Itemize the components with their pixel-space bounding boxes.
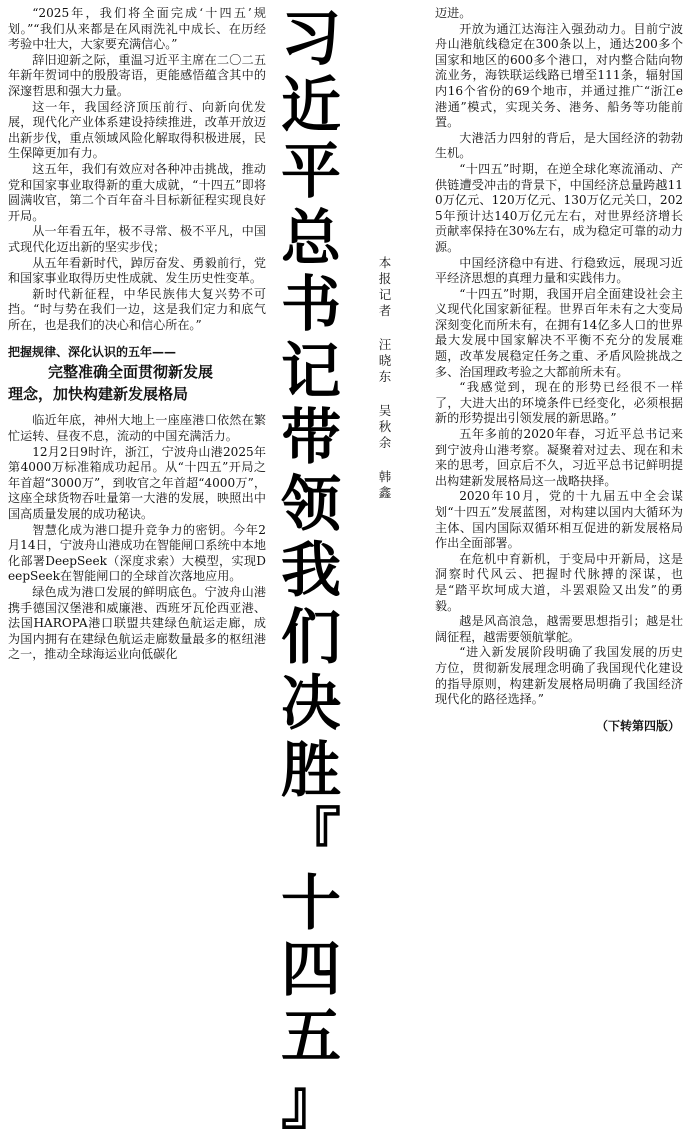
subheading-line-2: 理念，加快构建新发展格局 — [8, 385, 189, 404]
headline-character: 四 — [281, 935, 341, 1005]
body-paragraph: 在危机中育新机，于变局中开新局，这是洞察时代风云、把握时代脉搏的深谋，也是“踏平坎坷成大道，斗罢艰险又出发”的勇毅。 — [435, 551, 683, 613]
byline-name-char: 余 — [378, 435, 392, 450]
body-paragraph: 临近年底，神州大地上一座座港口依然在繁忙运转、昼夜不息，流动的中国充满活力。 — [8, 413, 266, 444]
byline-spacer — [376, 385, 394, 403]
vertical-headline — [274, 6, 348, 1137]
headline-character: 』 — [281, 1068, 341, 1138]
headline-character: 十 — [281, 868, 341, 939]
headline-character: 领 — [281, 469, 341, 540]
headline-character: 们 — [281, 602, 341, 673]
body-paragraph: 2020年10月，党的十九届五中全会谋划“十四五”发展蓝图，对构建以国内大循环为主体、国内国际双循环相互促进的新发展格局作出全面部署。 — [435, 489, 683, 551]
byline-spacer — [376, 319, 394, 337]
body-paragraph: 五年多前的2020年春，习近平总书记来到宁波舟山港考察。凝聚着对过去、现在和未来的思考，回京后不久，习近平总书记鲜明提出构建新发展格局这一战略抉择。 — [435, 427, 683, 488]
headline-character: 总 — [281, 203, 341, 274]
body-paragraph: 12月2日9时许，浙江，宁波舟山港2025年第4000万标准箱成功起吊。从“十四五”开局之年首超“3000万”，到收官之年首超“4000万”，这座全球货物吞吐量第一大港的发展，映照出中国高质量发展的成功秘诀。 — [8, 444, 266, 522]
right-article-column — [435, 6, 683, 708]
headline-character: 近 — [281, 70, 341, 141]
intro-paragraph: 辞旧迎新之际，重温习近平主席在二〇二五年新年贺词中的殷殷寄语，更能感悟蕴含其中的深邃哲思和强大力量。 — [8, 52, 266, 98]
body-paragraph: 迈进。 — [435, 6, 472, 20]
headline-character: 五 — [281, 1001, 341, 1072]
byline-name-char: 吴 — [378, 403, 392, 418]
left-article-column — [8, 6, 266, 663]
byline-prefix-char: 报 — [378, 271, 392, 286]
byline-name-char: 鑫 — [378, 485, 392, 500]
byline-prefix-char: 本 — [378, 255, 392, 270]
body-paragraph: 大港活力四射的背后，是大国经济的勃勃生机。 — [435, 130, 683, 161]
headline-area — [268, 0, 433, 1138]
headline-character: 记 — [281, 336, 341, 407]
body-paragraph: 中国经济稳中有进、行稳致远，展现习近平经济思想的真理力量和实践伟力。 — [435, 255, 683, 286]
body-paragraph: “进入新发展阶段明确了我国发展的历史方位，贯彻新发展理念明确了我国现代化建设的指导原则，构建新发展格局明确了我国经济现代化的路径选择。” — [435, 645, 683, 707]
headline-character: 平 — [281, 137, 341, 207]
body-paragraph: “十四五”时期，我国开启全面建设社会主义现代化国家新征程。世界百年未有之大变局深刻变化而所未有，在拥有14亿多人口的世界最大发展中国家解决不平衡不充分的发展难题，改革发展稳定任务之重、矛盾风险挑战之多、治国理政考验之大都前所未有。 — [435, 286, 683, 379]
intro-paragraph: 这一年，我国经济顶压前行、向新向优发展，现代化产业体系建设持续推进，改革开放迈出新步伐，重点领域风险化解取得积极进展，民生保障更加有力。 — [8, 99, 266, 161]
byline-name-char: 东 — [378, 369, 392, 384]
headline-character: 带 — [281, 403, 341, 473]
headline-character: 决 — [281, 669, 341, 739]
byline-prefix-char: 者 — [378, 303, 392, 318]
intro-paragraph: 这五年，我们有效应对各种冲击挑战，推动党和国家事业取得新的重大成就，“十四五”即将圆满收官，第二个百年奋斗目标新征程实现良好开局。 — [8, 161, 266, 223]
byline-spacer — [376, 451, 394, 469]
subheading-line-1: 完整准确全面贯彻新发展 — [48, 363, 214, 382]
intro-paragraph: 从一年看五年，极不寻常、极不平凡，中国式现代化迈出新的坚实步伐； — [8, 224, 266, 254]
byline-name-char: 汪 — [378, 337, 392, 352]
body-paragraph: 开放为通江达海注入强劲动力。目前宁波舟山港航线稳定在300条以上，通达200多个国家和地区的600多个港口，对内整合陆向物流业务，海铁联运线路已增至111条，辐射国内16个省份的69个地市，并通过推广“浙江e港通”模式，实现关务、港务、船务等功能前置。 — [435, 21, 683, 130]
body-section — [8, 413, 266, 663]
continued-on-page-label: （下转第四版） — [595, 719, 680, 733]
byline-name-char: 晓 — [378, 353, 392, 368]
headline-character: 胜 — [281, 735, 341, 806]
subheading-kicker: 把握规律、深化认识的五年—— — [8, 345, 177, 360]
byline — [376, 255, 394, 501]
headline-character: 『 — [281, 802, 341, 872]
intro-paragraph: 新时代新征程，中华民族伟大复兴势不可挡。“时与势在我们一边，这是我们定力和底气所在，也是我们的决心和信心所在。” — [8, 286, 266, 332]
body-paragraph: 智慧化成为港口提升竞争力的密钥。今年2月14日，宁波舟山港成功在智能闸口系统中本地化部署DeepSeek（深度求索）大模型，实现DeepSeek在智能闸口的全球首次落地应用。 — [8, 522, 266, 584]
intro-section — [8, 6, 266, 333]
byline-prefix-char: 记 — [378, 287, 392, 302]
headline-character: 书 — [281, 270, 341, 340]
headline-character: 我 — [281, 536, 341, 606]
body-paragraph: “十四五”时期，在逆全球化寒流涌动、产供链遭受冲击的背景下，中国经济总量跨越110万亿元、120万亿元、130万亿元关口，2025年预计达140万亿元左右，对世界经济增长贡献率保持在30%左右，成为稳定可靠的动力源。 — [435, 161, 683, 254]
body-paragraph: “我感觉到，现在的形势已经很不一样了，大进大出的环境条件已经变化，必须根据新的形势提出引领发展的新思路。” — [435, 380, 683, 426]
body-paragraph: 绿色成为港口发展的鲜明底色。宁波舟山港携手德国汉堡港和威廉港、西班牙瓦伦西亚港、法国HAROPA港口联盟共建绿色航运走廊，成为国内拥有在建绿色航运走廊数量最多的枢纽港之一，推动全球海运业向低碳化 — [8, 585, 266, 662]
byline-name-char: 韩 — [378, 469, 392, 484]
headline-character: 习 — [281, 4, 341, 74]
body-paragraph: 越是风高浪急，越需要思想指引；越是壮阔征程，越需要领航掌舵。 — [435, 614, 683, 644]
byline-name-char: 秋 — [378, 419, 392, 434]
intro-paragraph: 从五年看新时代，踔厉奋发、勇毅前行，党和国家事业取得历史性成就、发生历史性变革。 — [8, 255, 266, 286]
intro-paragraph: “2025年，我们将全面完成‘十四五’规划。”“我们从来都是在风雨洗礼中成长、在历经考验中壮大，大家要充满信心。” — [8, 6, 266, 52]
section-subheading — [8, 343, 266, 405]
